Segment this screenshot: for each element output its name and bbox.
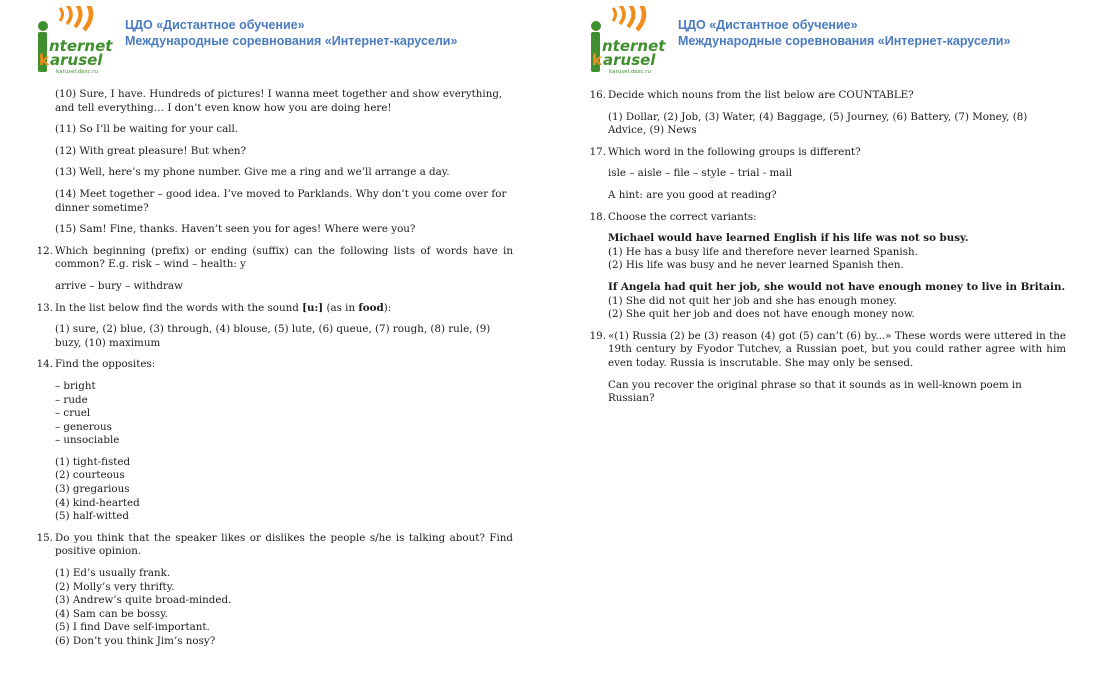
question-16: [589, 89, 1066, 103]
options-list: [55, 567, 513, 649]
question-19: [589, 329, 1066, 371]
list-item: (6) Don’t you think Jim’s nosy?: [55, 635, 216, 647]
list-item: (1) tight-fisted: [55, 455, 131, 468]
question-text: Which word in the following groups is different?: [608, 145, 861, 158]
question-text: Choose the correct variants:: [608, 210, 757, 223]
question-example: arrive – bury – withdraw: [55, 279, 183, 292]
question-15: [36, 531, 513, 559]
question-number: 19.: [589, 329, 606, 342]
header-line-1: ЦДО «Дистантное обучение»: [678, 18, 858, 32]
word-group: isle – aisle – file – style – trial - mail: [608, 167, 793, 180]
list-item: (2) courteous: [55, 469, 125, 482]
question-text: Decide which nouns from the list below are COUNTABLE?: [608, 89, 914, 101]
right-content: [586, 89, 1066, 414]
sentence-block-1: [608, 232, 1066, 273]
options-list: [55, 456, 513, 524]
svg-text:nternet: nternet: [49, 37, 113, 55]
question-12: [36, 244, 513, 272]
header-line-2: Международные соревнования «Интернет-карусели»: [678, 34, 1011, 48]
dialog-line: (14) Meet together – good idea. I’ve moved to Parklands. Why don’t you come over for dinner sometime?: [55, 187, 507, 214]
list-item: (2) Molly’s very thrifty.: [55, 580, 175, 593]
svg-text:karusel.desc.ru: karusel.desc.ru: [56, 69, 98, 74]
svg-text:k: k: [39, 51, 49, 69]
header-line-2: Международные соревнования «Интернет-карусели»: [125, 34, 458, 48]
list-item: – cruel: [55, 407, 91, 420]
page-right: [553, 0, 1098, 675]
svg-text:k: k: [592, 51, 602, 69]
list-item: (3) Andrew’s quite broad-minded.: [55, 594, 232, 607]
list-item: (5) half-witted: [55, 510, 129, 523]
list-item: (1) Ed’s usually frank.: [55, 567, 171, 580]
dialog-line: (13) Well, here’s my phone number. Give me a ring and we’ll arrange a day.: [55, 166, 450, 179]
words-list: [55, 380, 513, 448]
header: [125, 17, 457, 49]
dialog-line: (15) Sam! Fine, thanks. Haven’t seen you for ages! Where were you?: [55, 223, 416, 236]
word-list: (1) Dollar, (2) Job, (3) Water, (4) Baggage, (5) Journey, (6) Battery, (7) Money, (8) Advice, (9) News: [608, 110, 1028, 137]
svg-text:arusel: arusel: [603, 51, 656, 69]
question-text: «(1) Russia (2) be (3) reason (4) got (5) can’t (6) by...» These words were uttered in the 19th century by Fyodor Tutchev, a Russian poet, but you could rather agree with him even today. Russia is inscrutable. She may only be sensed.: [608, 329, 1066, 369]
word-list: (1) sure, (2) blue, (3) through, (4) blouse, (5) lute, (6) queue, (7) rough, (8) rule, (9) buzy, (10) maximum: [55, 323, 491, 349]
svg-text:nternet: nternet: [602, 37, 666, 55]
hint-text: A hint: are you good at reading?: [608, 188, 777, 201]
list-item: (2) She quit her job and does not have enough money now.: [608, 308, 915, 321]
question-17: [589, 145, 1066, 160]
list-item: (5) I find Dave self-important.: [55, 621, 210, 634]
sentence: If Angela had quit her job, she would not have enough money to live in Britain.: [608, 280, 1066, 293]
header-line-1: ЦДО «Дистантное обучение»: [125, 18, 305, 32]
list-item: – bright: [55, 379, 96, 392]
list-item: (1) She did not quit her job and she has enough money.: [608, 294, 897, 307]
list-item: (4) kind-hearted: [55, 496, 140, 509]
question-text: Which beginning (prefix) or ending (suffix) can the following lists of words have in common? E.g. risk – wind – health: y: [55, 244, 513, 271]
question-number: 16.: [589, 89, 606, 101]
left-content: [33, 88, 513, 657]
question-number: 15.: [36, 531, 53, 544]
question-text: Do you think that the speaker likes or dislikes the people s/he is talking about? Find positive opinion.: [55, 531, 513, 558]
list-item: – generous: [55, 420, 112, 433]
question-13: [36, 301, 513, 316]
question-text: In the list below find the words with the sound [u:] (as in food):: [55, 301, 392, 314]
question-14: [36, 358, 513, 372]
dialog-line: (11) So I’ll be waiting for your call.: [55, 123, 239, 136]
question-text: Find the opposites:: [55, 358, 156, 371]
question-18: [589, 210, 1066, 225]
list-item: (4) Sam can be bossy.: [55, 607, 168, 620]
question-number: 14.: [36, 358, 53, 371]
list-item: (1) He has a busy life and therefore never learned Spanish.: [608, 245, 918, 258]
list-item: (2) His life was busy and he never learned Spanish then.: [608, 259, 904, 272]
dialog-line: (12) With great pleasure! But when?: [55, 144, 247, 157]
svg-text:arusel: arusel: [50, 51, 103, 69]
sentence-block-2: [608, 281, 1066, 322]
svg-text:karusel.desc.ru: karusel.desc.ru: [609, 69, 651, 74]
list-item: (3) gregarious: [55, 483, 130, 496]
sentence: Michael would have learned English if his life was not so busy.: [608, 232, 969, 245]
list-item: – rude: [55, 393, 88, 406]
internet-karusel-logo: [34, 6, 114, 74]
question-number: 12.: [36, 244, 53, 257]
question-number: 18.: [589, 210, 606, 223]
question-number: 13.: [36, 301, 53, 314]
internet-karusel-logo: [587, 6, 667, 74]
followup-text: Can you recover the original phrase so that it sounds as in well-known poem in Russian?: [608, 378, 1022, 405]
header: [678, 17, 1010, 49]
list-item: – unsociable: [55, 434, 120, 447]
dialog-line: (10) Sure, I have. Hundreds of pictures! I wanna meet together and show everything, and tell everything… I don’t even know how you are doing here!: [55, 88, 503, 114]
question-number: 17.: [589, 145, 606, 158]
